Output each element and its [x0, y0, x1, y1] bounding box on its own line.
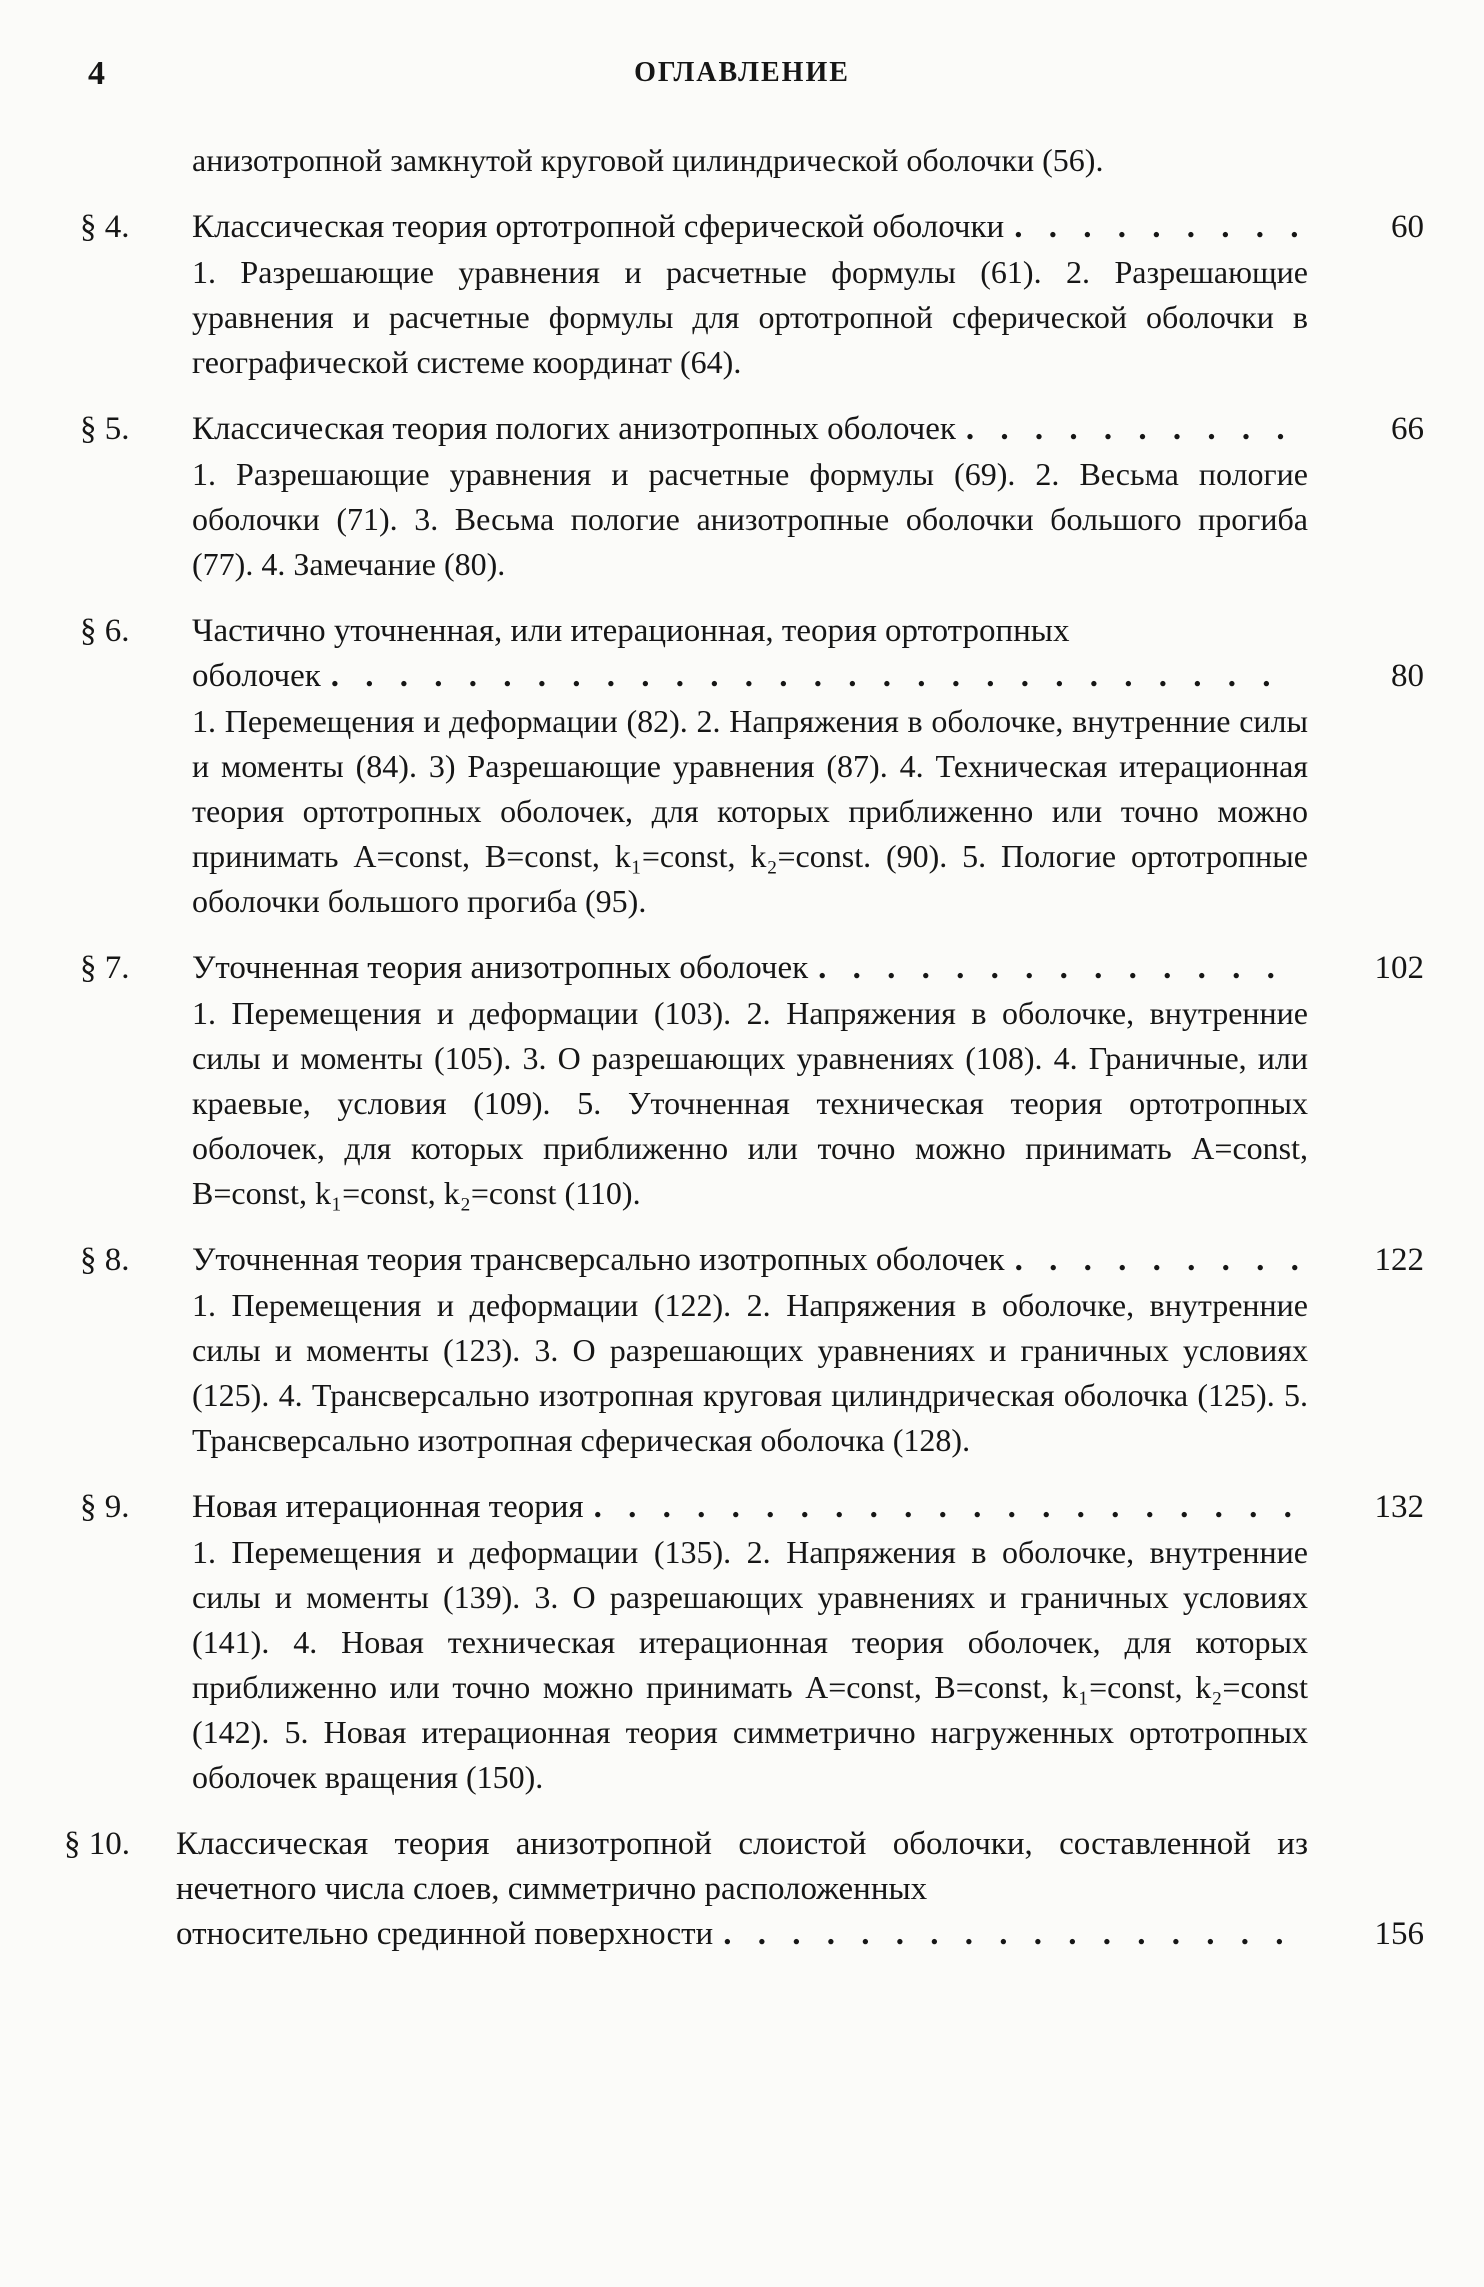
section-number: § 9.	[80, 1489, 130, 1525]
section-subsections: 1. Перемещения и деформации (82). 2. Напряжения в оболочке, внутренние силы и моменты (84). 3) Разрешающие уравнения (87). 4. Техническая итерационная теория ортотропных оболочек, для которых приближенно или точно можно принимать A=const, B=const, k₁=const, k₂=const. (90). 5. Пологие ортотропные оболочки большого прогиба (95).	[192, 703, 1308, 919]
page-reference[interactable]: 102	[1374, 950, 1424, 986]
section-number: § 8.	[80, 1242, 130, 1278]
section-title-row	[192, 654, 1308, 699]
dot-leader	[723, 1912, 1298, 1957]
section-title[interactable]: относительно срединной поверхности	[176, 1916, 714, 1952]
toc-entry-7[interactable]	[0, 946, 1484, 1216]
section-number: § 4.	[80, 209, 130, 245]
toc-entry-9[interactable]	[0, 1485, 1484, 1800]
section-title-line[interactable]: Классическая теория анизотропной слоистой оболочки, составленной из нечетного числа слоев, симметрично расположенных	[176, 1826, 1308, 1907]
section-number: § 10.	[64, 1826, 130, 1862]
dot-leader	[331, 654, 1298, 699]
table-of-contents	[0, 138, 1484, 1979]
section-number: § 7.	[80, 950, 130, 986]
section-number: § 5.	[80, 411, 130, 447]
section-subsections: 1. Перемещения и деформации (135). 2. Напряжения в оболочке, внутренние силы и моменты (139). 3. О разрешающих уравнениях и граничных условиях (141). 4. Новая техническая итерационная теория оболочек, для которых приближенно или точно можно принимать A=const, B=const, k₁=const, k₂=const (142). 5. Новая итерационная теория симметрично нагруженных ортотропных оболочек вращения (150).	[192, 1534, 1308, 1795]
section-title-row	[192, 407, 1308, 452]
section-subsections: 1. Разрешающие уравнения и расчетные формулы (61). 2. Разрешающие уравнения и расчетные формулы для ортотропной сферической оболочки в географической системе координат (64).	[192, 254, 1308, 380]
section-title-row	[192, 1238, 1308, 1283]
page-reference[interactable]: 60	[1391, 209, 1424, 245]
toc-entry-10[interactable]	[0, 1822, 1484, 1957]
section-title-row	[176, 1912, 1308, 1957]
continued-description: анизотропной замкнутой круговой цилиндрической оболочки (56).	[192, 142, 1104, 178]
page-header	[88, 55, 1396, 105]
section-title[interactable]: Новая итерационная теория	[192, 1489, 584, 1525]
section-subsections: 1. Разрешающие уравнения и расчетные формулы (69). 2. Весьма пологие оболочки (71). 3. Весьма пологие анизотропные оболочки большого прогиба (77). 4. Замечание (80).	[192, 456, 1308, 582]
section-title-row	[192, 1485, 1308, 1530]
section-title-row	[192, 205, 1308, 250]
section-title[interactable]: Классическая теория ортотропной сферической оболочки	[192, 209, 1005, 245]
dot-leader	[966, 407, 1298, 452]
section-subsections: 1. Перемещения и деформации (103). 2. Напряжения в оболочке, внутренние силы и моменты (105). 3. О разрешающих уравнениях (108). 4. Граничные, или краевые, условия (109). 5. Уточненная техническая теория ортотропных оболочек, для которых приближенно или точно можно принимать A=const, B=const, k₁=const, k₂=const (110).	[192, 995, 1308, 1211]
dot-leader	[594, 1485, 1298, 1530]
toc-entry-4[interactable]	[0, 205, 1484, 385]
dot-leader	[1014, 205, 1298, 250]
page-reference[interactable]: 80	[1391, 658, 1424, 694]
toc-entry-8[interactable]	[0, 1238, 1484, 1463]
section-subsections: 1. Перемещения и деформации (122). 2. Напряжения в оболочке, внутренние силы и моменты (123). 3. О разрешающих уравнениях и граничных условиях (125). 4. Трансверсально изотропная круговая цилиндрическая оболочка (125). 5. Трансверсально изотропная сферическая оболочка (128).	[192, 1287, 1308, 1458]
page-reference[interactable]: 132	[1374, 1489, 1424, 1525]
section-title[interactable]: Уточненная теория трансверсально изотропных оболочек	[192, 1242, 1005, 1278]
page-reference[interactable]: 156	[1374, 1916, 1424, 1952]
dot-leader	[818, 946, 1298, 991]
section-title[interactable]: Классическая теория пологих анизотропных оболочек	[192, 411, 956, 447]
page-reference[interactable]: 66	[1391, 411, 1424, 447]
toc-entry-5[interactable]	[0, 407, 1484, 587]
page-number: 4	[88, 55, 105, 92]
section-number: § 6.	[80, 613, 130, 649]
dot-leader	[1015, 1238, 1298, 1283]
section-title-line[interactable]: Частично уточненная, или итерационная, теория ортотропных	[192, 613, 1070, 649]
page-reference[interactable]: 122	[1374, 1242, 1424, 1278]
section-title[interactable]: Уточненная теория анизотропных оболочек	[192, 950, 809, 986]
toc-entry-6[interactable]	[0, 609, 1484, 924]
section-title-row	[192, 946, 1308, 991]
section-title[interactable]: оболочек	[192, 658, 321, 694]
running-title: ОГЛАВЛЕНИЕ	[634, 57, 850, 88]
